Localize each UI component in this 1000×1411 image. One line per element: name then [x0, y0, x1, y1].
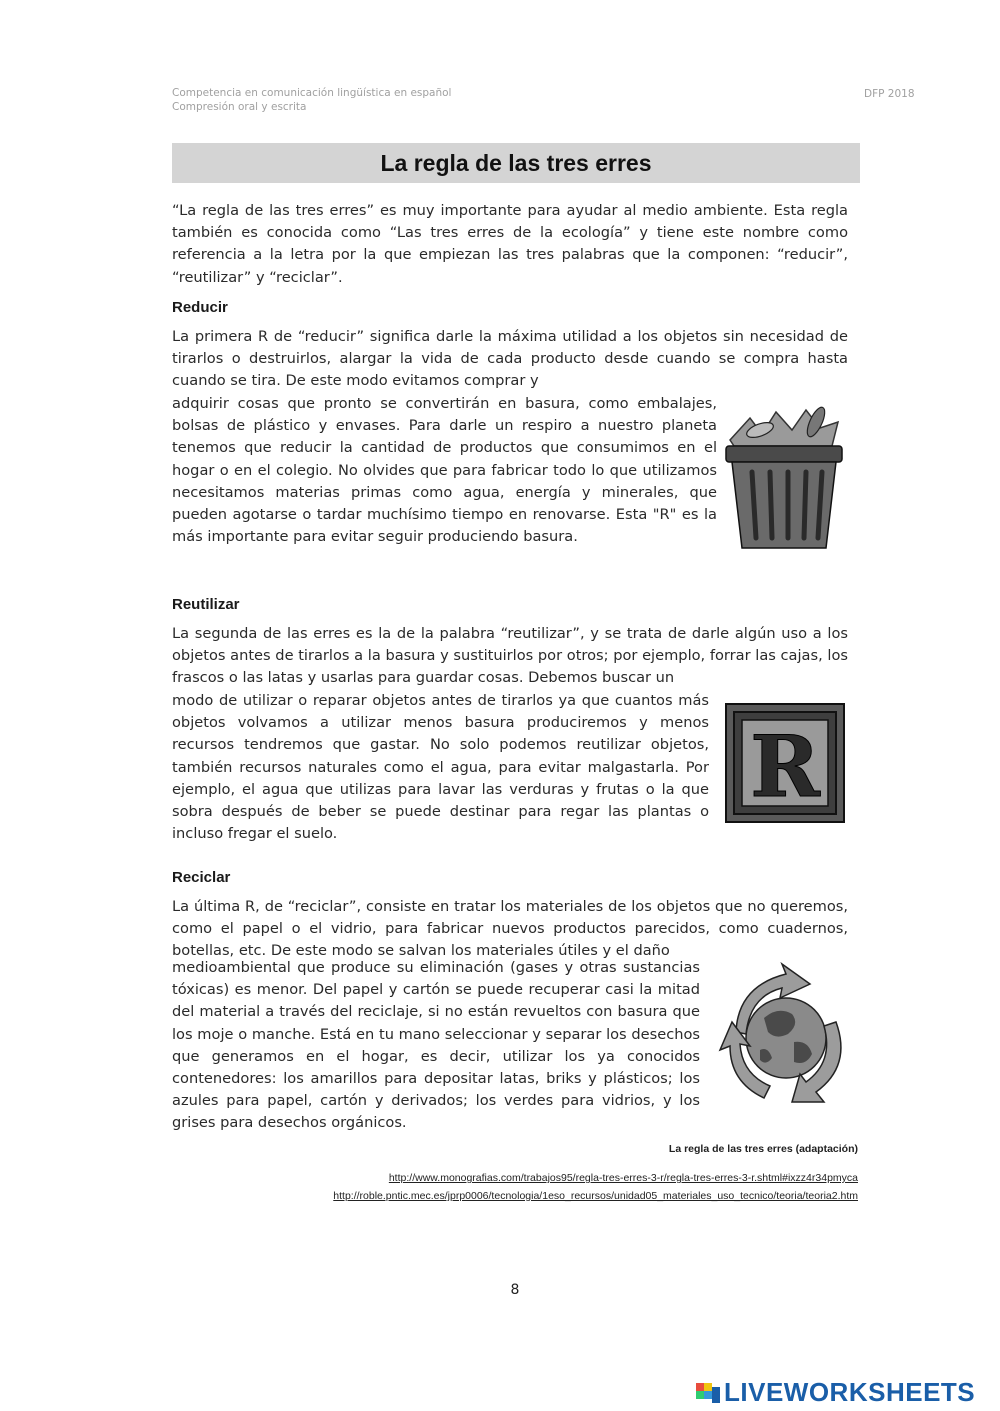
- reciclar-paragraph-top: La última R, de “reciclar”, consiste en tratar los materiales de los objetos que no queremos, como el papel o el vidrio, para fabricar nuevos productos parecidos, como cuadernos, botellas, etc. De este modo se salvan los materiales útiles y el daño: [172, 898, 848, 960]
- source-link-2[interactable]: http://roble.pntic.mec.es/jprp0006/tecnologia/1eso_recursos/unidad05_materiales_uso_tecnico/teoria/teoria2.htm: [333, 1190, 858, 1202]
- source-caption: La regla de las tres erres (adaptación): [668, 1143, 858, 1155]
- reutilizar-paragraph-wrap: modo de utilizar o reparar objetos antes de tirarlos ya que cuantos más objetos volvamos a utilizar menos basura produciremos y menos recursos tendremos que gastar. No solo podemos reutilizar objetos, también recursos naturales como el agua, para evitar malgastarla. Por ejemplo, el agua que utilizas para lavar las verduras y frutas o la que sobra después de beber se puede destinar para regar las plantas o incluso fregar el suelo.: [172, 692, 709, 843]
- heading-reutilizar: Reutilizar: [172, 596, 240, 613]
- page-number: 8: [510, 1282, 520, 1298]
- block-letter: R: [750, 717, 820, 816]
- source-link-1[interactable]: http://www.monografias.com/trabajos95/regla-tres-erres-3-r/regla-tres-erres-3-r.shtml#ixzz4r34pmyca: [388, 1172, 858, 1184]
- heading-reducir: Reducir: [172, 299, 228, 316]
- brand-name: LIVEWORKSHEETS: [724, 1376, 976, 1407]
- header-line-1: Competencia en comunicación lingüística en español: [172, 87, 452, 99]
- liveworksheets-logo-icon: [694, 1379, 722, 1405]
- intro-paragraph: “La regla de las tres erres” es muy importante para ayudar al medio ambiente. Esta regla también es conocida como “Las tres erres de la ecología” y tiene este nombre como referencia a la letra por la que empiezan las tres palabras que la componen: “reducir”, “reutilizar” y “reciclar”.: [172, 202, 848, 286]
- reutilizar-paragraph-top: La segunda de las erres es la de la palabra “reutilizar”, y se trata de darle algún uso a los objetos antes de tirarlos a la basura y sustituirlos por otros; por ejemplo, forrar las cajas, los frascos o las latas y usarlas para guardar cosas. Debemos buscar un: [172, 625, 848, 687]
- reducir-paragraph-wrap: adquirir cosas que pronto se convertirán en basura, como embalajes, bolsas de plástico y envases. Para darle un respiro a nuestro planeta tenemos que reducir la cantidad de productos que consumimos en el hogar o en el colegio. No olvides que para fabricar todo lo que utilizamos necesitamos materias primas como agua, energía y minerales, que pueden agotarse o tardar muchísimo tiempo en renovarse. Esta "R" es la más importante para evitar seguir produciendo basura.: [172, 395, 717, 546]
- liveworksheets-brand[interactable]: [694, 1375, 975, 1409]
- header-code: DFP 2018: [864, 88, 915, 100]
- trash-can-icon: [720, 400, 848, 552]
- header-line-2: Compresión oral y escrita: [172, 101, 307, 113]
- reciclar-paragraph-wrap: medioambiental que produce su eliminación (gases y otras sustancias tóxicas) es menor. Del papel y cartón se puede recuperar casi la mitad del material a través del reciclaje, si no están revueltos con basura que los moje o manche. Está en tu mano seleccionar y separar los desechos que generamos en el hogar, es decir, utilizar los ya conocidos contenedores: los amarillos para depositar latas, briks y plásticos; los azules para papel, cartón y derivados; los verdes para vidrios, y los grises para desechos orgánicos.: [172, 959, 700, 1132]
- reducir-paragraph-top: La primera R de “reducir” significa darle la máxima utilidad a los objetos sin necesidad de tirarlos o destruirlos, alargar la vida de cada producto desde cuando se compra hasta cuando se tira. De este modo evitamos comprar y: [172, 328, 848, 390]
- page-title: La regla de las tres erres: [380, 150, 652, 176]
- title-banner: [172, 143, 860, 183]
- recycling-globe-icon: [716, 962, 856, 1112]
- document-header: [172, 86, 451, 114]
- letter-block-icon: [722, 700, 848, 826]
- heading-reciclar: Reciclar: [172, 869, 231, 886]
